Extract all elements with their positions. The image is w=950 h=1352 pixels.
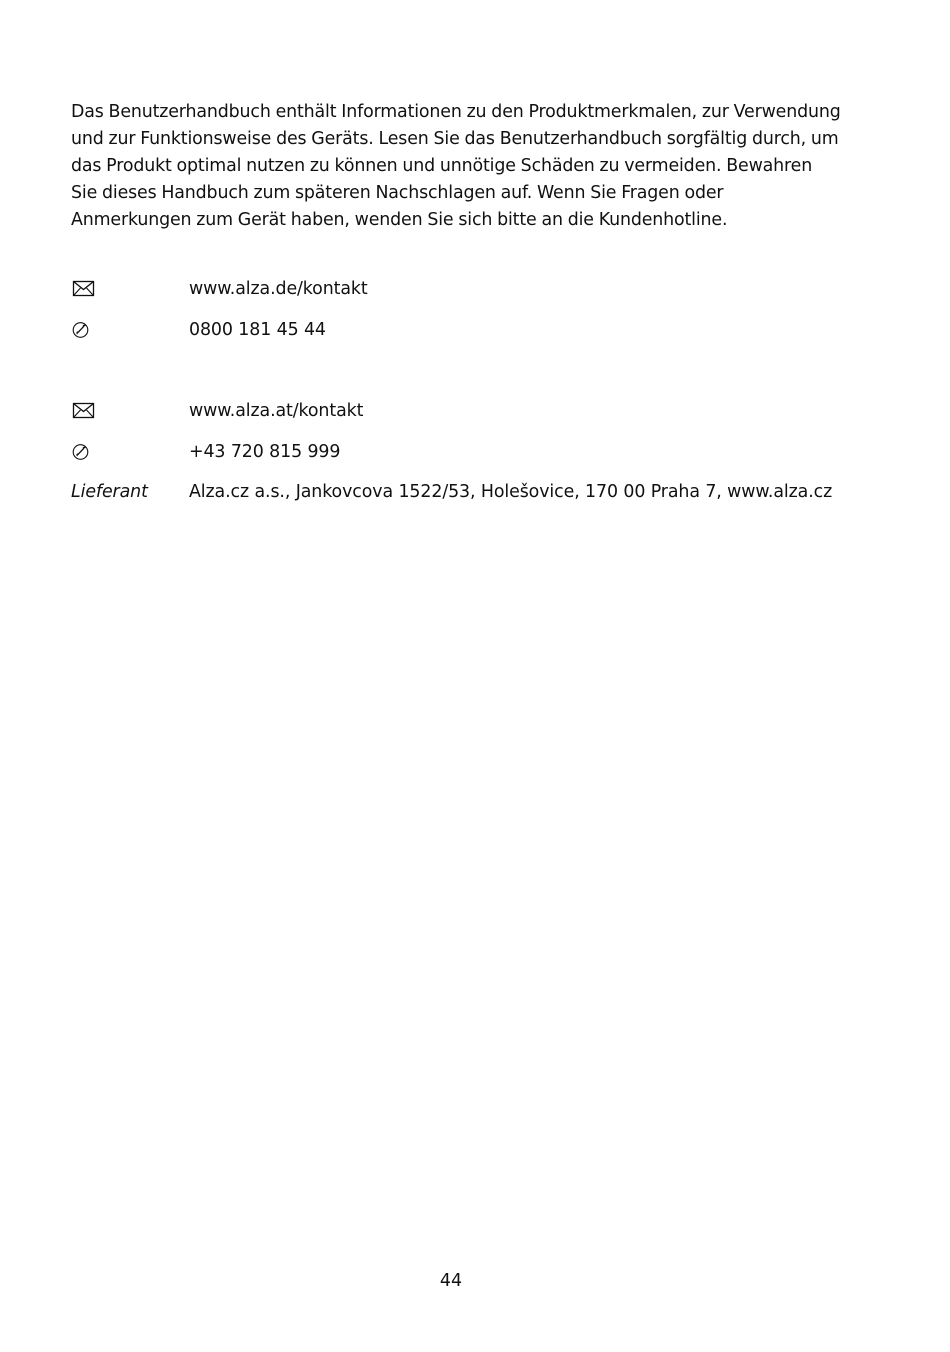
intro-paragraph: Das Benutzerhandbuch enthält Informationen zu den Produktmerkmalen, zur Verwendung und zur Funktionsweise des Geräts. Lesen Sie das Benutzerhandbuch sorgfältig durch, um das Produkt optimal nutzen zu können und unnötige Schäden zu vermeiden. Bewahren Sie dieses Handbuch zum späteren Nachschlagen auf. Wenn Sie Fragen oder Anmerkungen zum Gerät haben, wenden Sie sich bitte an die Kundenhotline. [71, 102, 841, 231]
website-link-at[interactable]: www.alza.at/kontakt [189, 401, 364, 421]
envelope-icon [71, 276, 181, 302]
contact-row-de-phone [71, 317, 891, 343]
phone-number-de[interactable]: 0800 181 45 44 [189, 320, 326, 340]
supplier-label: Lieferant [71, 482, 148, 502]
contact-row-at-phone [71, 439, 891, 465]
envelope-icon [71, 398, 181, 424]
contact-row-at-website [71, 398, 891, 424]
page-number: 44 [439, 1271, 463, 1291]
supplier-address: Alza.cz a.s., Jankovcova 1522/53, Holešovice, 170 00 Praha 7, www.alza.cz [189, 482, 833, 502]
contact-row-de-website [71, 276, 891, 302]
supplier-row [71, 479, 891, 505]
website-link-de[interactable]: www.alza.de/kontakt [189, 279, 368, 299]
phone-icon [71, 439, 181, 465]
phone-icon [71, 317, 181, 343]
phone-number-at[interactable]: +43 720 815 999 [189, 442, 341, 462]
